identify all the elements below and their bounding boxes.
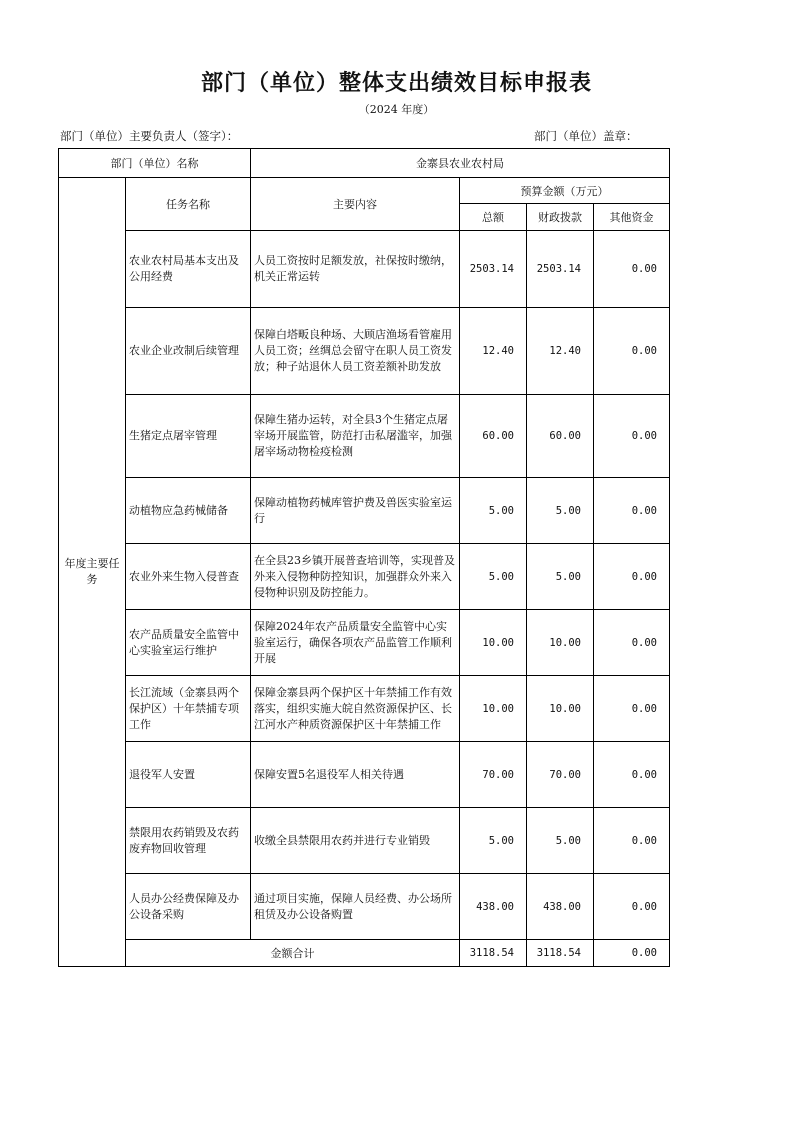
- other-cell: 0.00: [594, 231, 670, 308]
- task-content-cell: 通过项目实施，保障人员经费、办公场所租赁及办公设备购置: [251, 874, 460, 940]
- total-cell: 60.00: [460, 395, 527, 478]
- page-title: 部门（单位）整体支出绩效目标申报表: [200, 71, 592, 96]
- fiscal-cell: 60.00: [527, 395, 594, 478]
- task-name-cell: 农业外来生物入侵普查: [126, 544, 251, 610]
- report-year: （2024 年度）: [358, 103, 435, 116]
- performance-target-table: [58, 148, 670, 967]
- total-header: 总额: [460, 204, 527, 231]
- task-name-cell: 农业农村局基本支出及公用经费: [126, 231, 251, 308]
- task-content-cell: 保障安置5名退役军人相关待遇: [251, 742, 460, 808]
- table-row: [59, 308, 670, 395]
- task-name-cell: 人员办公经费保障及办公设备采购: [126, 874, 251, 940]
- fiscal-allocation-header: 财政拨款: [527, 204, 594, 231]
- annual-tasks-label: 年度主要任务: [59, 178, 126, 967]
- total-cell: 10.00: [460, 610, 527, 676]
- other-cell: 0.00: [594, 808, 670, 874]
- total-cell: 70.00: [460, 742, 527, 808]
- task-content-cell: 保障2024年农产品质量安全监管中心实验室运行，确保各项农产品监管工作顺利开展: [251, 610, 460, 676]
- task-name-header: 任务名称: [126, 178, 251, 231]
- other-cell: 0.00: [594, 478, 670, 544]
- fiscal-cell: 5.00: [527, 808, 594, 874]
- table-row: [59, 742, 670, 808]
- table-row: [59, 478, 670, 544]
- fiscal-cell: 5.00: [527, 478, 594, 544]
- task-name-cell: 生猪定点屠宰管理: [126, 395, 251, 478]
- department-seal-label: 部门（单位）盖章：: [534, 129, 638, 143]
- fiscal-cell: 70.00: [527, 742, 594, 808]
- total-cell: 438.00: [460, 874, 527, 940]
- total-cell: 5.00: [460, 808, 527, 874]
- total-cell: 10.00: [460, 676, 527, 742]
- task-name-cell: 农业企业改制后续管理: [126, 308, 251, 395]
- main-content-header: 主要内容: [251, 178, 460, 231]
- sum-row: [59, 940, 670, 967]
- task-name-cell: 退役军人安置: [126, 742, 251, 808]
- task-name-cell: 长江流域（金寨县两个保护区）十年禁捕专项工作: [126, 676, 251, 742]
- table-row: [59, 544, 670, 610]
- department-name-label: 部门（单位）名称: [59, 149, 251, 178]
- task-name-cell: 农产品质量安全监管中心实验室运行维护: [126, 610, 251, 676]
- total-cell: 5.00: [460, 544, 527, 610]
- other-cell: 0.00: [594, 610, 670, 676]
- other-cell: 0.00: [594, 874, 670, 940]
- table-row: [59, 874, 670, 940]
- other-funds-header: 其他资金: [594, 204, 670, 231]
- table-row: [59, 610, 670, 676]
- task-content-cell: 在全县23乡镇开展普查培训等，实现普及外来入侵物种防控知识，加强群众外来入侵物种识别及防控能力。: [251, 544, 460, 610]
- other-cell: 0.00: [594, 676, 670, 742]
- table-row: [59, 395, 670, 478]
- budget-amount-header: 预算金额（万元）: [460, 178, 670, 204]
- task-content-cell: 保障生猪办运转，对全县3个生猪定点屠宰场开展监管，防范打击私屠滥宰，加强屠宰场动物检疫检测: [251, 395, 460, 478]
- task-content-cell: 保障金寨县两个保护区十年禁捕工作有效落实，组织实施大皖自然资源保护区、长江河水产种质资源保护区十年禁捕工作: [251, 676, 460, 742]
- task-content-cell: 收缴全县禁限用农药并进行专业销毁: [251, 808, 460, 874]
- other-cell: 0.00: [594, 395, 670, 478]
- fiscal-cell: 5.00: [527, 544, 594, 610]
- fiscal-cell: 10.00: [527, 610, 594, 676]
- table-row: [59, 676, 670, 742]
- total-cell: 2503.14: [460, 231, 527, 308]
- other-cell: 0.00: [594, 544, 670, 610]
- task-name-cell: 禁限用农药销毁及农药废弃物回收管理: [126, 808, 251, 874]
- fiscal-cell: 12.40: [527, 308, 594, 395]
- fiscal-cell: 438.00: [527, 874, 594, 940]
- responsible-person-signature-label: 部门（单位）主要负责人（签字）：: [60, 129, 239, 143]
- task-content-cell: 人员工资按时足额发放，社保按时缴纳，机关正常运转: [251, 231, 460, 308]
- fiscal-cell: 2503.14: [527, 231, 594, 308]
- task-content-cell: 保障白塔畈良种场、大顾店渔场看管雇用人员工资；丝绸总会留守在职人员工资发放；种子站退休人员工资差额补助发放: [251, 308, 460, 395]
- table-row: [59, 808, 670, 874]
- department-name-value: 金寨县农业农村局: [251, 149, 670, 178]
- sum-label: 金额合计: [126, 940, 460, 967]
- other-cell: 0.00: [594, 742, 670, 808]
- total-cell: 5.00: [460, 478, 527, 544]
- task-name-cell: 动植物应急药械储备: [126, 478, 251, 544]
- task-content-cell: 保障动植物药械库管护费及兽医实验室运行: [251, 478, 460, 544]
- other-cell: 0.00: [594, 308, 670, 395]
- sum-total: 3118.54: [460, 940, 527, 967]
- sum-other: 0.00: [594, 940, 670, 967]
- total-cell: 12.40: [460, 308, 527, 395]
- fiscal-cell: 10.00: [527, 676, 594, 742]
- table-row: [59, 231, 670, 308]
- sum-fiscal: 3118.54: [527, 940, 594, 967]
